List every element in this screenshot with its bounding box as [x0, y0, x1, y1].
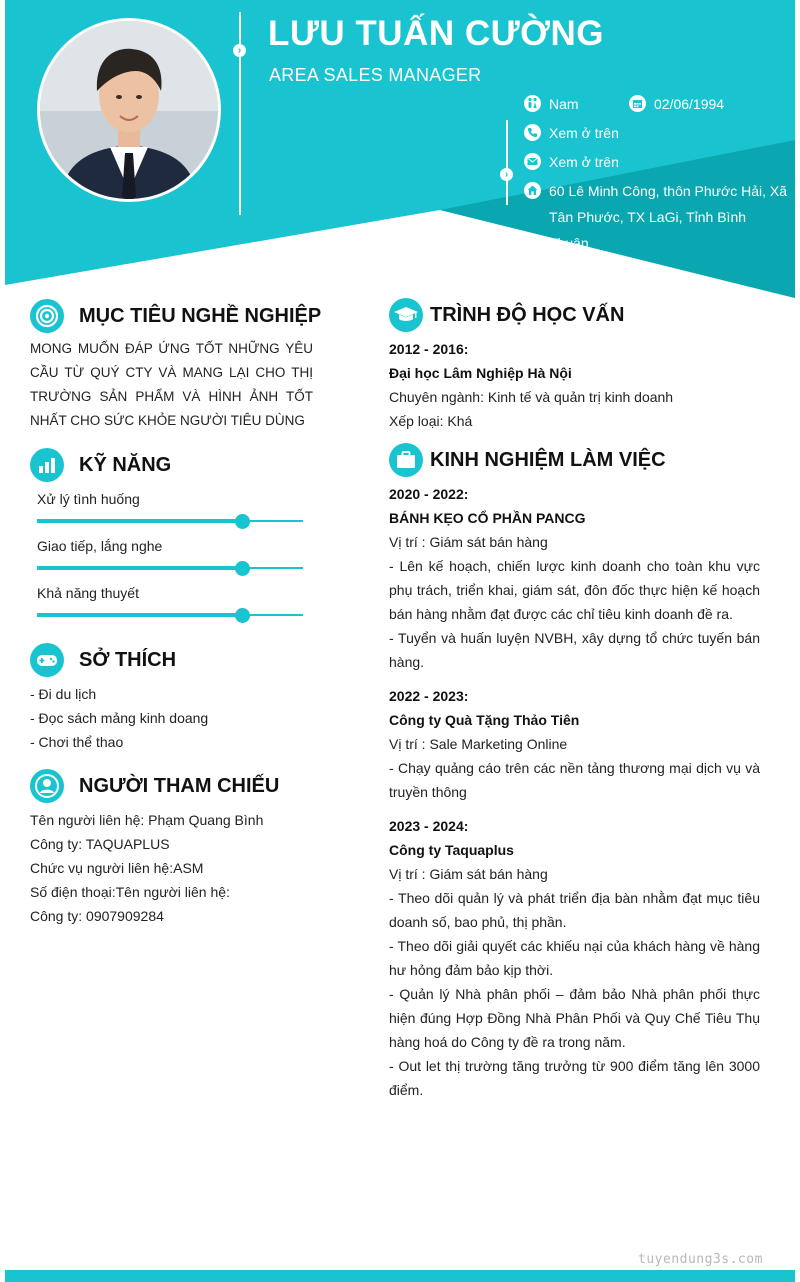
- job-company: BÁNH KẸO CỔ PHẦN PANCG: [389, 510, 586, 526]
- skill-label: Khả năng thuyết: [37, 585, 139, 601]
- job-duty: - Tuyển và huấn luyện NVBH, xây dựng tổ chức tuyến bán hàng.: [389, 630, 760, 670]
- contact-dob: 02/06/1994: [629, 91, 724, 117]
- list-item: Công ty: TAQUAPLUS: [30, 836, 170, 852]
- skill-handle: [235, 514, 250, 529]
- timeline-line: [239, 12, 241, 215]
- hobbies-heading: SỞ THÍCH: [30, 643, 176, 677]
- references-list: [30, 808, 263, 928]
- briefcase-icon: [389, 443, 423, 477]
- list-item: Số điện thoại:Tên người liên hệ:: [30, 884, 230, 900]
- job-duty: - Out let thị trường tăng trưởng từ 900 điểm tăng lên 3000 điểm.: [389, 1058, 760, 1098]
- job-duty: - Theo dõi quản lý và phát triển địa bàn nhằm đạt mục tiêu doanh số, bao phủ, thị phần.: [389, 890, 760, 930]
- education-major: Chuyên ngành: Kinh tế và quản trị kinh doanh: [389, 389, 674, 405]
- education-period: 2012 - 2016:: [389, 341, 469, 357]
- header-banner: [5, 0, 795, 300]
- watermark: tuyendung3s.com: [638, 1252, 763, 1267]
- job-position: Vị trí : Giám sát bán hàng: [389, 866, 548, 882]
- contact-address: 60 Lê Minh Công, thôn Phước Hải, Xã Tân Phước, TX LaGi, Tỉnh Bình Thuận: [524, 178, 789, 256]
- job-duty: - Theo dõi giải quyết các khiếu nại của khách hàng về hàng hư hỏng đảm bảo kịp thời.: [389, 938, 760, 978]
- objective-heading: MỤC TIÊU NGHỀ NGHIỆP: [30, 299, 321, 333]
- contact-gender: Nam: [524, 91, 579, 117]
- skill-item: [37, 489, 303, 528]
- job-entry: [389, 814, 760, 1102]
- avatar: [40, 21, 218, 199]
- list-item: Tên người liên hệ: Phạm Quang Bình: [30, 812, 264, 828]
- job-position: Vị trí : Giám sát bán hàng: [389, 534, 548, 550]
- list-item: Công ty: 0907909284: [30, 908, 164, 924]
- job-company: Công ty Taquaplus: [389, 842, 514, 858]
- skill-handle: [235, 561, 250, 576]
- timeline-line: [506, 120, 508, 205]
- target-icon: [30, 299, 64, 333]
- location-icon: [524, 182, 541, 199]
- skill-fill: [37, 613, 242, 617]
- job-position: Vị trí : Sale Marketing Online: [389, 736, 568, 752]
- graduation-cap-icon: [389, 298, 423, 332]
- skills-heading: KỸ NĂNG: [30, 448, 171, 482]
- skill-bar: [37, 608, 303, 622]
- skill-label: Giao tiếp, lắng nghe: [37, 538, 163, 554]
- job-period: 2023 - 2024:: [389, 818, 469, 834]
- mail-icon: [524, 153, 541, 170]
- skill-item: [37, 583, 303, 622]
- timeline-knob-icon: ›: [500, 168, 513, 181]
- skill-bar: [37, 514, 303, 528]
- bar-chart-icon: [30, 448, 64, 482]
- experience-block: [389, 482, 760, 1112]
- skill-bar: [37, 561, 303, 575]
- skill-label: Xử lý tình huống: [37, 491, 140, 507]
- job-duty: - Lên kế hoạch, chiến lược kinh doanh cho toàn khu vực phụ trách, triển khai, giám sát, đôn đốc thực hiện kế hoạch bán hàng nhằm đạt được các chỉ tiêu kinh doanh đề ra.: [389, 558, 760, 622]
- skill-fill: [37, 519, 242, 523]
- job-period: 2022 - 2023:: [389, 688, 469, 704]
- education-block: [389, 337, 760, 433]
- calendar-icon: [629, 95, 646, 112]
- gender-icon: [524, 95, 541, 112]
- contact-phone: Xem ở trên: [524, 120, 619, 146]
- profile-photo: [37, 18, 221, 202]
- skill-fill: [37, 566, 242, 570]
- hobbies-list: [30, 682, 208, 754]
- candidate-title: AREA SALES MANAGER: [269, 65, 482, 85]
- experience-heading: KINH NGHIỆM LÀM VIỆC: [389, 443, 666, 477]
- job-period: 2020 - 2022:: [389, 486, 469, 502]
- job-entry: [389, 684, 760, 804]
- candidate-name: LƯU TUẤN CƯỜNG: [268, 14, 605, 53]
- job-entry: [389, 482, 760, 674]
- job-duty: - Quản lý Nhà phân phối – đảm bảo Nhà phân phối thực hiện đúng Hợp Đồng Nhà Phân Phối và Quy Chế Tiêu Thụ hàng hoá do Công ty đề ra trong năm.: [389, 986, 760, 1050]
- education-grade: Xếp loại: Khá: [389, 413, 473, 429]
- list-item: Chức vụ người liên hệ:ASM: [30, 860, 204, 876]
- education-school: Đại học Lâm Nghiệp Hà Nội: [389, 365, 572, 381]
- gamepad-icon: [30, 643, 64, 677]
- skill-handle: [235, 608, 250, 623]
- education-heading: TRÌNH ĐỘ HỌC VẤN: [389, 298, 624, 332]
- job-duty: - Chạy quảng cáo trên các nền tảng thương mại dịch vụ và truyền thông: [389, 760, 760, 800]
- timeline-knob-icon: ›: [233, 44, 246, 57]
- phone-icon: [524, 124, 541, 141]
- list-item: - Chơi thể thao: [30, 734, 124, 750]
- contact-email: Xem ở trên: [524, 149, 619, 175]
- list-item: - Đi du lịch: [30, 686, 97, 702]
- skill-item: [37, 536, 303, 575]
- references-heading: NGƯỜI THAM CHIẾU: [30, 769, 279, 803]
- job-company: Công ty Quà Tặng Thảo Tiên: [389, 712, 580, 728]
- objective-text: MONG MUỐN ĐÁP ỨNG TỐT NHỮNG YÊU CẦU TỪ QUÝ CTY VÀ MANG LẠI CHO THỊ TRƯỜNG SẢN PHẨM VÀ HÌNH ẢNH TỐT NHẤT CHO SỨC KHỎE NGƯỜI TIÊU DÙNG: [30, 341, 313, 428]
- user-icon: [30, 769, 64, 803]
- list-item: - Đọc sách mảng kinh doang: [30, 710, 209, 726]
- footer-bar: [5, 1270, 795, 1282]
